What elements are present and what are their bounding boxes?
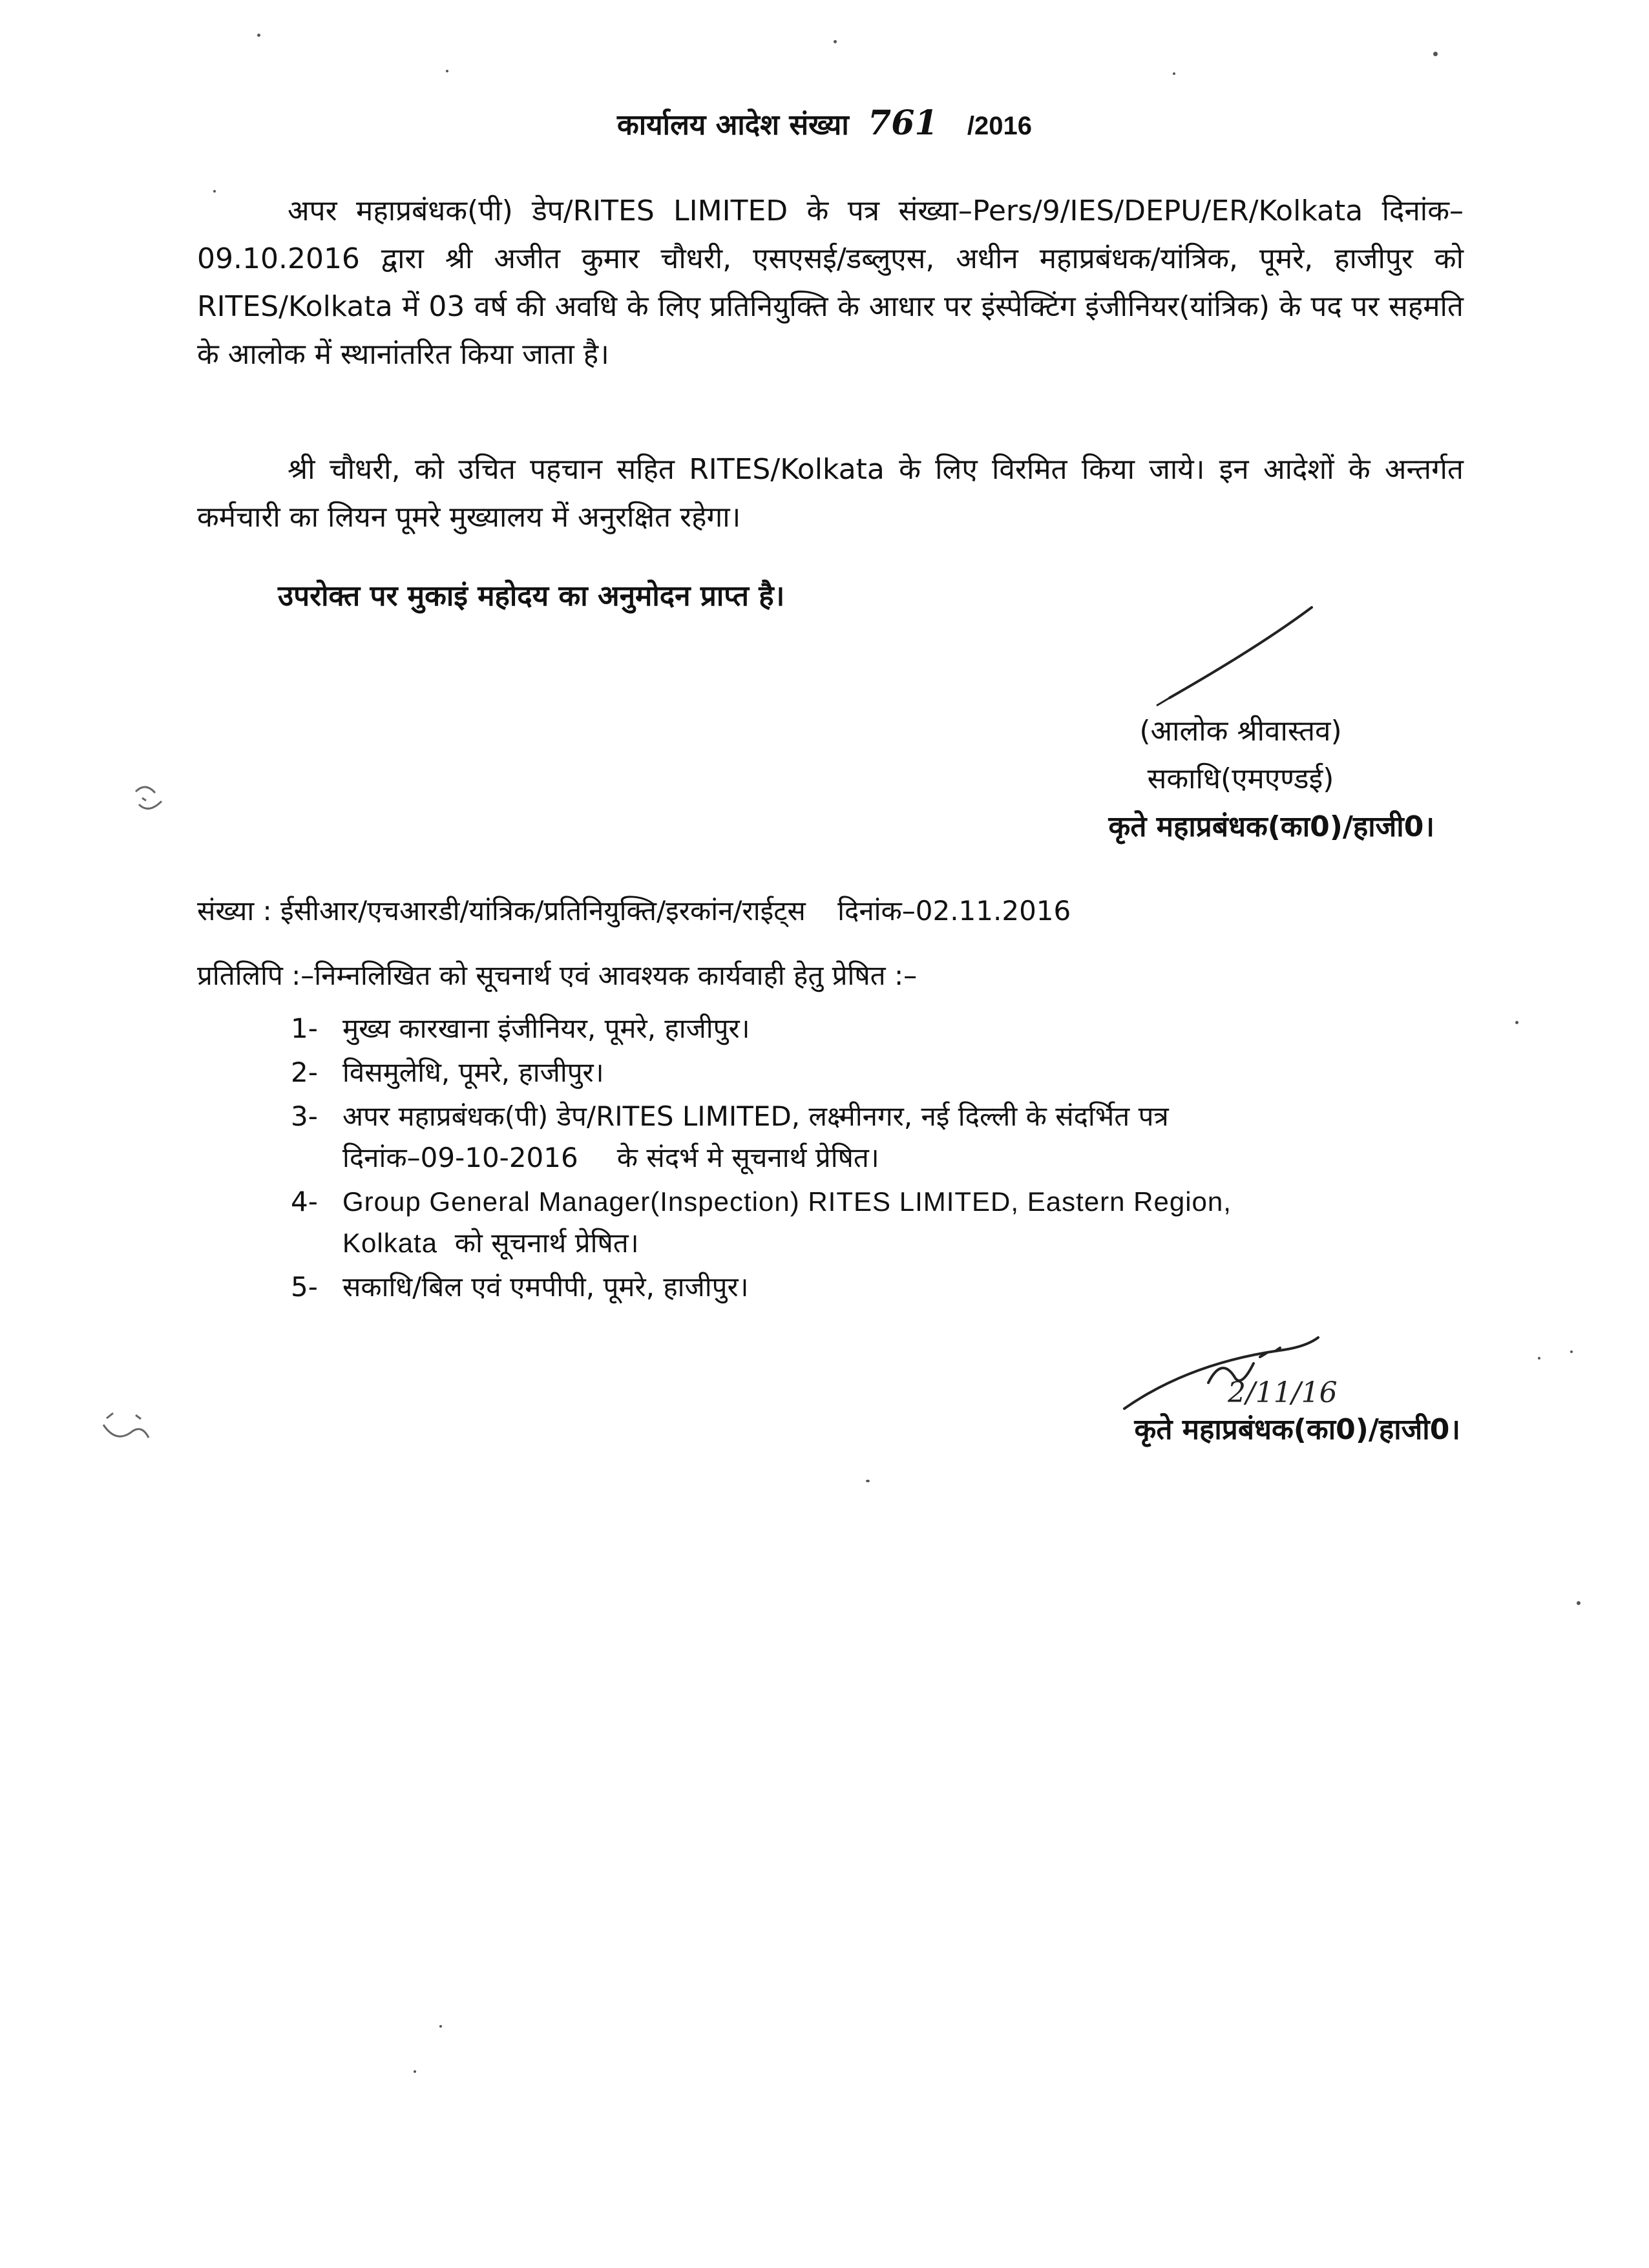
scan-speck xyxy=(1570,1350,1573,1353)
list-item-tail: के संदर्भ मे सूचनार्थ प्रेषित। xyxy=(616,1142,879,1173)
signature-stroke xyxy=(1144,601,1350,711)
reference-date: दिनांक–02.11.2016 xyxy=(837,895,1071,927)
list-item-tail: को सूचनार्थ प्रेषित। xyxy=(454,1227,639,1259)
scan-mark xyxy=(129,779,174,824)
copy-to-heading: प्रतिलिपि :–निम्नलिखित को सूचनार्थ एवं आवश्यक कार्यवाही हेतु प्रेषित :– xyxy=(197,960,918,991)
order-title-prefix: कार्यालय आदेश संख्या xyxy=(616,109,849,142)
scan-speck xyxy=(414,2070,416,2073)
list-item xyxy=(291,1266,1467,1308)
scan-speck xyxy=(1515,1021,1518,1024)
signatory-block xyxy=(969,708,1434,851)
scan-speck xyxy=(1433,52,1438,56)
scan-speck xyxy=(1173,72,1175,75)
signatory-designation: सकाधि(एमएण्डई) xyxy=(1147,762,1334,795)
list-item-date: दिनांक–09-10-2016 xyxy=(342,1142,578,1173)
scan-speck xyxy=(439,2025,442,2028)
scan-speck xyxy=(1577,1601,1581,1605)
order-number: 761 xyxy=(868,103,938,143)
list-item xyxy=(291,1096,1467,1179)
list-item-text: अपर महाप्रबंधक(पी) डेप/RITES LIMITED, लक्ष्मीनगर, नई दिल्ली के संदर्भित पत्र xyxy=(342,1100,1169,1132)
scan-speck xyxy=(834,40,837,43)
list-item-text: सकाधि/बिल एवं एमपीपी, पूमरे, हाजीपुर। xyxy=(342,1271,749,1303)
copy-to-list xyxy=(291,1008,1467,1310)
approval-statement: उपरोक्त पर मुकाइं महोदय का अनुमोदन प्राप्त है। xyxy=(278,580,785,613)
scan-speck xyxy=(446,70,448,72)
list-item-text: Group General Manager(Inspection) RITES LIMITED, Eastern Region, xyxy=(342,1186,1232,1217)
list-item-text: विसमुलेधि, पूमरे, हाजीपुर। xyxy=(342,1056,604,1088)
list-item xyxy=(291,1052,1467,1093)
reference-line xyxy=(197,892,1464,930)
scan-mark xyxy=(97,1405,155,1457)
order-year: /2016 xyxy=(967,112,1033,140)
scan-speck xyxy=(1538,1357,1540,1360)
list-item-city: Kolkata xyxy=(342,1228,438,1258)
order-title xyxy=(0,103,1649,143)
list-item-text: मुख्य कारखाना इंजीनियर, पूमरे, हाजीपुर। xyxy=(342,1013,750,1044)
signatory-name: (आलोक श्रीवास्तव) xyxy=(1139,715,1342,748)
list-item-index: 5- xyxy=(291,1271,318,1303)
order-paragraph-2: श्री चौधरी, को उचित पहचान सहित RITES/Kolkata के लिए विरमित किया जाये। इन आदेशों के अन्तर्गत कर्मचारी का लियन पूमरे मुख्यालय में अनुरक्षित रहेगा। xyxy=(197,453,1464,534)
list-item-index: 1- xyxy=(291,1013,318,1044)
reference-number: संख्या : ईसीआर/एचआरडी/यांत्रिक/प्रतिनियुक्ति/इरकांन/राईट्स xyxy=(197,895,806,927)
scan-speck xyxy=(257,34,260,37)
list-item-continuation xyxy=(342,1223,1467,1264)
handwritten-date: 2/11/16 xyxy=(1228,1376,1338,1409)
final-signatory-for: कृते महाप्रबंधक(का0)/हाजी0। xyxy=(1134,1413,1460,1446)
list-item-index: 2- xyxy=(291,1056,318,1088)
signatory-for: कृते महाप्रबंधक(का0)/हाजी0। xyxy=(1108,810,1434,843)
list-item-index: 3- xyxy=(291,1100,318,1132)
list-item-index: 4- xyxy=(291,1186,318,1217)
list-item-continuation xyxy=(342,1137,1467,1179)
list-item xyxy=(291,1008,1467,1049)
scan-speck xyxy=(866,1480,870,1482)
order-paragraph-1: अपर महाप्रबंधक(पी) डेप/RITES LIMITED के पत्र संख्या–Pers/9/IES/DEPU/ER/Kolkata दिनांक–09.10.2016 द्वारा श्री अजीत कुमार चौधरी, एसएसई/डब्लुएस, अधीन महाप्रबंधक/यांत्रिक, पूमरे, हाजीपुर को RITES/Kolkata में 03 वर्ष की अवधि के लिए प्रतिनियुक्ति के आधार पर इंस्पेक्टिंग इंजीनियर(यांत्रिक) के पद पर सहमति के आलोक में स्थानांतरित किया जाता है। xyxy=(197,194,1464,371)
list-item xyxy=(291,1181,1467,1264)
